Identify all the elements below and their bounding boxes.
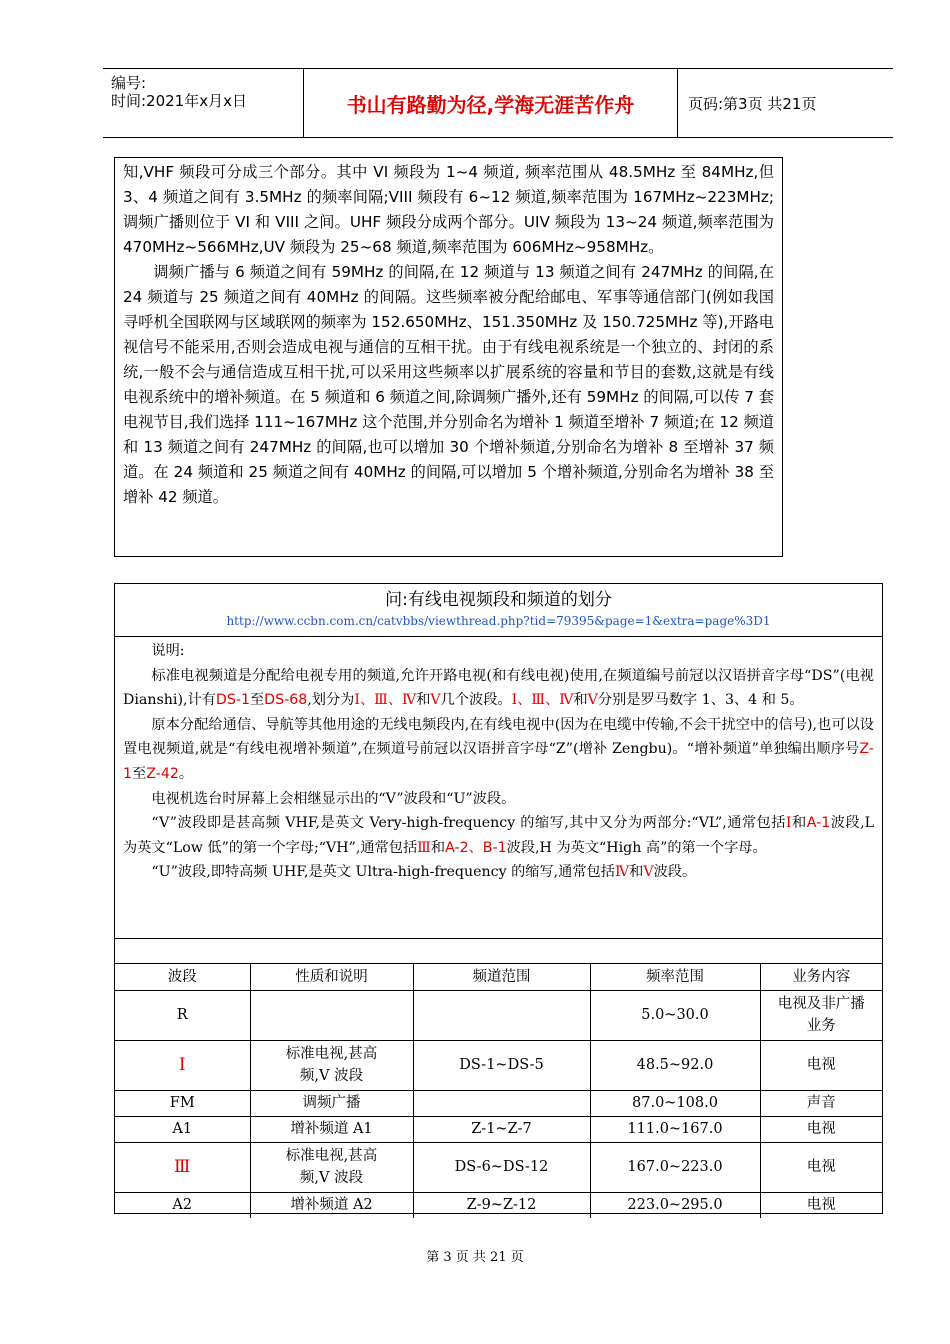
page-label: 页码:第3页 共21页: [688, 94, 817, 113]
band-table: [115, 964, 882, 1218]
cell: Z-9~Z-12: [413, 1192, 590, 1218]
cell: 电视: [760, 1040, 882, 1090]
empty-row: [115, 939, 882, 964]
table-header-row: [115, 964, 882, 990]
paragraph: “V”波段即是甚高频 VHF,是英文 Very-high-frequency 的缩写,其中又分为两部分:“VL”,通常包括Ⅰ和A-1波段,L 为英文“Low 低”的第一个字母;“VH”,通常包括Ⅲ和A-2、B-1波段,H 为英文“High 高”的第一个字母。: [123, 815, 874, 856]
paragraph: “U”波段,即特高频 UHF,是英文 Ultra-high-frequency 的缩写,通常包括Ⅳ和Ⅴ波段。: [151, 864, 697, 881]
cell: 5.0~30.0: [590, 990, 760, 1040]
motto: 书山有路勤为径,学海无涯苦作舟: [304, 69, 678, 137]
cell: [413, 1090, 590, 1116]
table-row: [115, 1116, 882, 1142]
text-box-vhf-uhf: [114, 157, 783, 557]
cell: A2: [115, 1192, 250, 1218]
cell: 87.0~108.0: [590, 1090, 760, 1116]
table-row: [115, 1090, 882, 1116]
column-header: 频道范围: [413, 964, 590, 990]
cell: 标准电视,甚高频,V 波段: [250, 1142, 413, 1192]
cell: Ⅲ: [115, 1142, 250, 1192]
paragraph: 原本分配给通信、导航等其他用途的无线电频段内,在有线电视中(因为在电缆中传输,不会干扰空中的信号),也可以设置电视频道,就是“有线电视增补频道”,在频道号前冠以汉语拼音字母“Z”(增补 Zengbu)。“增补频道”单独编出顺序号Z-1至Z-42。: [123, 716, 874, 782]
cell: 声音: [760, 1090, 882, 1116]
page-header: [103, 68, 893, 138]
page-footer: 第 3 页 共 21 页: [426, 1250, 524, 1265]
paragraph: 调频广播与 6 频道之间有 59MHz 的间隔,在 12 频道与 13 频道之间有 247MHz 的间隔,在 24 频道与 25 频道之间有 40MHz 的间隔。这些频率被分配给邮电、军事等通信部门(例如我国寻呼机全国联网与区域联网的频率为 152.650MHz、151.350MHz 及 150.725MHz 等),开路电视信号不能采用,否则会造成电视与通信的互相干扰。由于有线电视系统是一个独立的、封闭的系统,一般不会与通信造成互相干扰,可以采用这些频率以扩展系统的容量和节目的套数,这就是有线电视系统中的增补频道。在 5 频道和 6 频道之间,除调频广播外,还有 59MHz 的间隔,可以传 7 套电视节目,我们选择 111~167MHz 这个范围,并分别命名为增补 1 频道至增补 7 频道;在 12 频道和 13 频道之间有 247MHz 的间隔,也可以增加 30 个增补频道,分别命名为增补 8 至增补 37 频道。在 24 频道和 25 频道之间有 40MHz 的间隔,可以增加 5 个增补频道,分别命名为增补 38 至增补 42 频道。: [123, 263, 774, 506]
table-row: [115, 1040, 882, 1090]
cell: 167.0~223.0: [590, 1142, 760, 1192]
paragraph: 标准电视频道是分配给电视专用的频道,允许开路电视(和有线电视)使用,在频道编号前冠以汉语拼音字母“DS”(电视 Dianshi),计有DS-1至DS-68,划分为Ⅰ、Ⅲ、Ⅳ和Ⅴ几个波段。Ⅰ、Ⅲ、Ⅳ和Ⅴ分别是罗马数字 1、3、4 和 5。: [123, 667, 874, 709]
paragraph: 电视机选台时屏幕上会相继显示出的“V”波段和“U”波段。: [151, 790, 516, 807]
cell: Z-1~Z-7: [413, 1116, 590, 1142]
article-box: [114, 583, 883, 1214]
cell: [413, 990, 590, 1040]
cell: 增补频道 A2: [250, 1192, 413, 1218]
cell: A1: [115, 1116, 250, 1142]
label: 说明:: [151, 643, 185, 659]
cell: DS-6~DS-12: [413, 1142, 590, 1192]
time-label: 时间:2021年x月x日: [111, 92, 247, 110]
table-row: [115, 990, 882, 1040]
header-meta: [103, 69, 304, 137]
cell: 标准电视,甚高频,V 波段: [250, 1040, 413, 1090]
column-header: 频率范围: [590, 964, 760, 990]
cell: 电视: [760, 1192, 882, 1218]
cell: 电视: [760, 1116, 882, 1142]
article-body: [115, 637, 882, 939]
article-header: [115, 584, 882, 637]
cell: 增补频道 A1: [250, 1116, 413, 1142]
cell: [250, 990, 413, 1040]
table-row: [115, 1192, 882, 1218]
cell: 调频广播: [250, 1090, 413, 1116]
column-header: 性质和说明: [250, 964, 413, 990]
cell: R: [115, 990, 250, 1040]
cell: Ⅰ: [115, 1040, 250, 1090]
column-header: 业务内容: [760, 964, 882, 990]
cell: FM: [115, 1090, 250, 1116]
source-link[interactable]: http://www.ccbn.com.cn/catvbbs/viewthread.php?tid=79395&page=1&extra=page%3D1: [226, 614, 771, 628]
article-title: 问:有线电视频段和频道的划分: [385, 590, 612, 610]
cell: 111.0~167.0: [590, 1116, 760, 1142]
cell: 223.0~295.0: [590, 1192, 760, 1218]
table-row: [115, 1142, 882, 1192]
cell: 48.5~92.0: [590, 1040, 760, 1090]
cell: DS-1~DS-5: [413, 1040, 590, 1090]
number-label: 编号:: [111, 74, 147, 92]
cell: 电视: [760, 1142, 882, 1192]
cell: 电视及非广播业务: [760, 990, 882, 1040]
column-header: 波段: [115, 964, 250, 990]
paragraph: 知,VHF 频段可分成三个部分。其中 VI 频段为 1~4 频道, 频率范围从 48.5MHz 至 84MHz,但 3、4 频道之间有 3.5MHz 的频率间隔;VIII 频段有 6~12 频道,频率范围为 167MHz~223MHz;调频广播则位于 VI 和 VIII 之间。UHF 频段分成两个部分。UIV 频段为 13~24 频道,频率范围为 470MHz~566MHz,UV 频段为 25~68 频道,频率范围为 606MHz~958MHz。: [123, 163, 774, 256]
